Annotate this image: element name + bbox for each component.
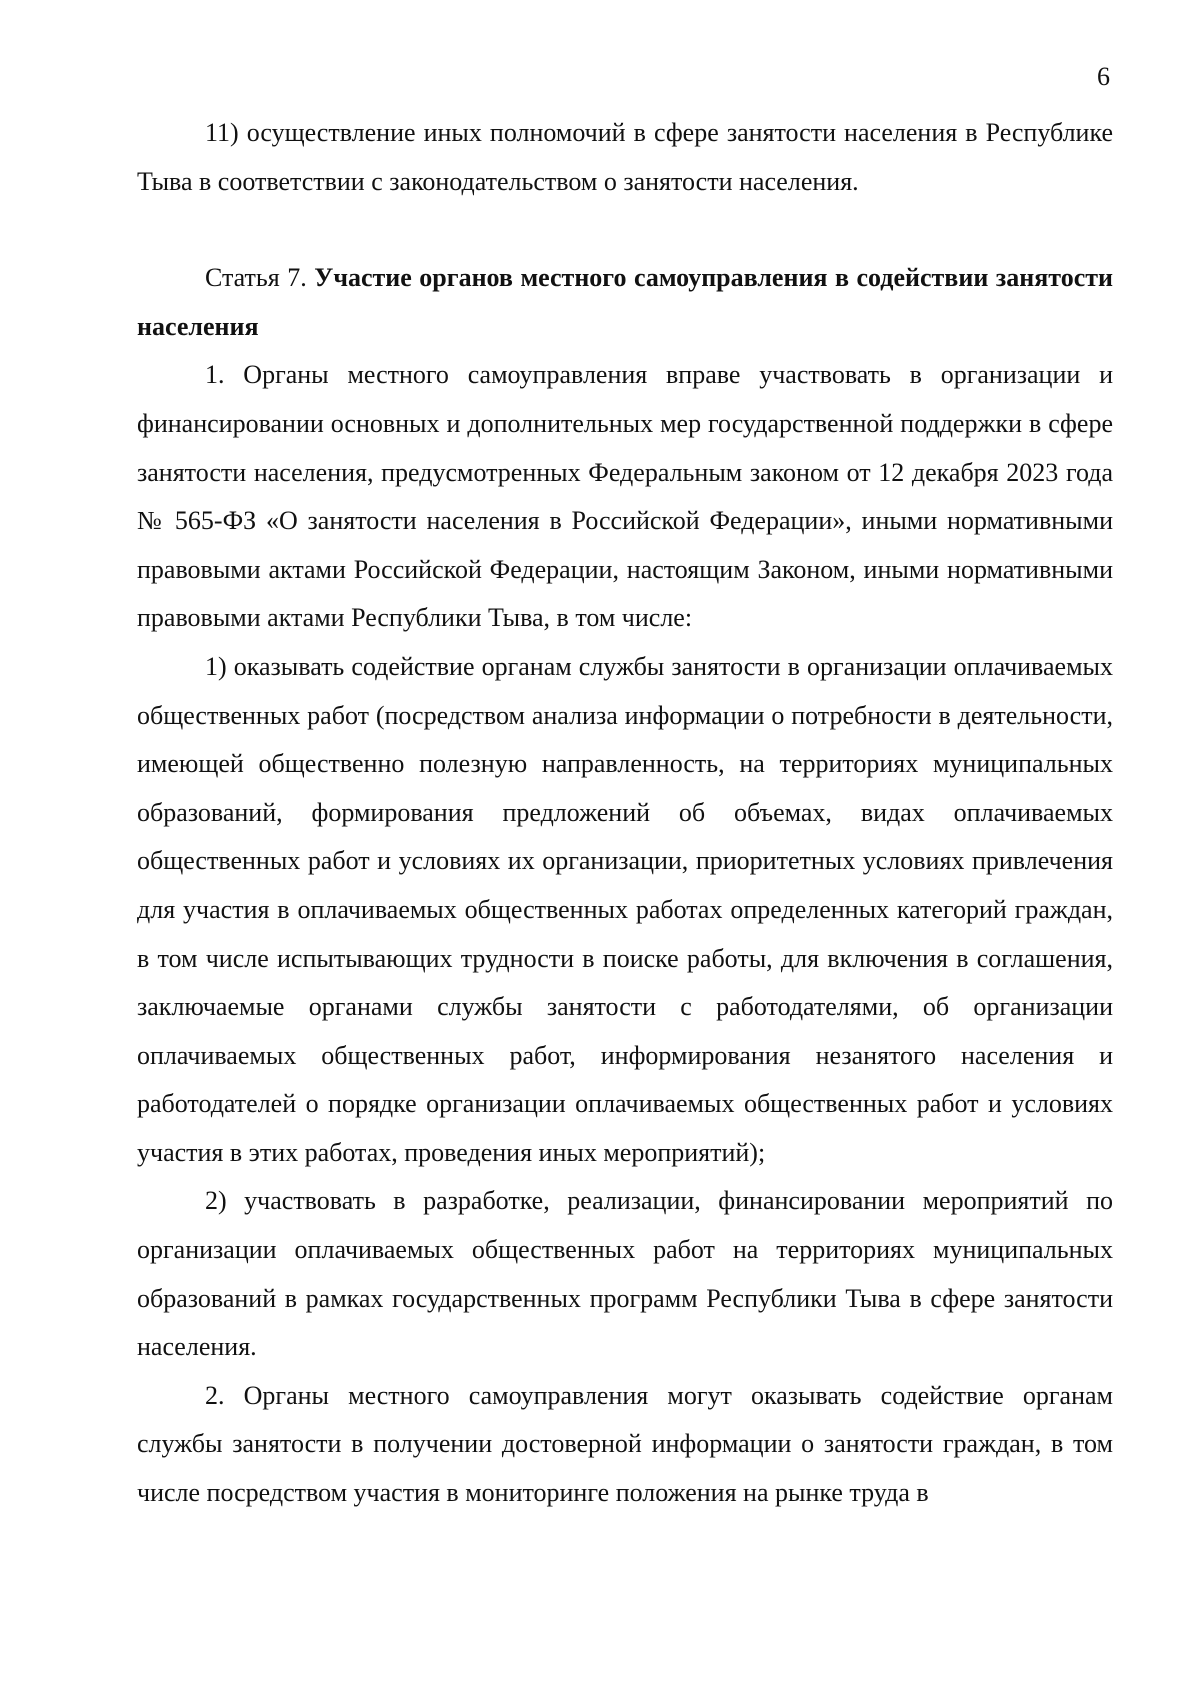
paragraph-item-11: 11) осуществление иных полномочий в сфере занятости населения в Республике Тыва в соответствии с законодательством о занятости населения. (137, 118, 1113, 196)
paragraph-subitem-2: 2) участвовать в разработке, реализации, финансировании мероприятий по организации оплачиваемых общественных работ на территориях муниципальных образований в рамках государственных программ Республики Тыва в сфере занятости населения. (137, 1186, 1113, 1362)
article-title: Участие органов местного самоуправления в содействии занятости населения (137, 263, 1114, 341)
document-body (137, 109, 1113, 1518)
paragraph-clause-1: 1. Органы местного самоуправления вправе участвовать в организации и финансировании основных и дополнительных мер государственной поддержки в сфере занятости населения, предусмотренных Федеральным законом от 12 декабря 2023 года № 565-ФЗ «О занятости населения в Российской Федерации», иными нормативными правовыми актами Российской Федерации, настоящим Законом, иными нормативными правовыми актами Республики Тыва, в том числе: (137, 360, 1113, 633)
paragraph-clause-2: 2. Органы местного самоуправления могут оказывать содействие органам службы занятости в получении достоверной информации о занятости граждан, в том числе посредством участия в мониторинге положения на рынке труда в (137, 1380, 1113, 1508)
article-number: Статья 7. (205, 263, 307, 293)
article-heading (137, 254, 1113, 351)
paragraph-subitem-1: 1) оказывать содействие органам службы занятости в организации оплачиваемых общественных работ (посредством анализа информации о потребности в деятельности, имеющей общественно полезную направленность, на территориях муниципальных образований, формирования предложений об объемах, видах оплачиваемых общественных работ и условиях их организации, приоритетных условиях привлечения для участия в оплачиваемых общественных работах определенных категорий граждан, в том числе испытывающих трудности в поиске работы, для включения в соглашения, заключаемые органами службы занятости с работодателями, об организации оплачиваемых общественных работ, информирования незанятого населения и работодателей о порядке организации оплачиваемых общественных работ и условиях участия в этих работах, проведения иных мероприятий); (137, 651, 1113, 1167)
page-number: 6 (1097, 62, 1110, 91)
